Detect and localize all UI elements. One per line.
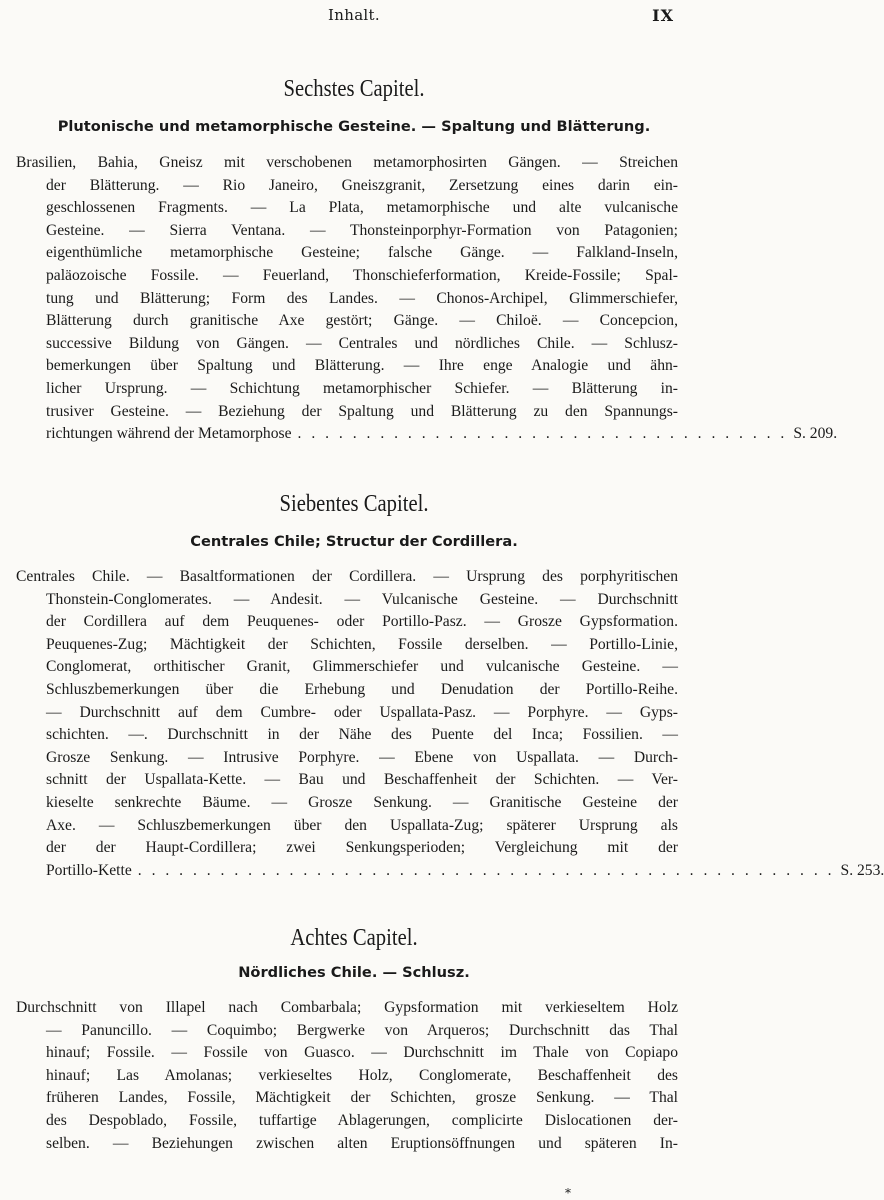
contents-line: Grosze Senkung. — Intrusive Porphyre. — Ebene von Uspallata. — Durch-	[46, 748, 678, 766]
footer-mark: *	[565, 1186, 571, 1200]
page-number: IX	[652, 6, 674, 25]
contents-line: des Despoblado, Fossile, tuffartige Ablagerungen, complicirte Dislocationen der-	[46, 1111, 678, 1129]
chapter-7-title: Siebentes Capitel.	[279, 491, 429, 517]
contents-line: licher Ursprung. — Schichtung metamorphischer Schiefer. — Blätterung in-	[46, 379, 678, 397]
contents-last-line	[16, 423, 838, 446]
chapter-6-contents	[16, 152, 838, 446]
contents-line: paläozoische Fossile. — Feuerland, Thonschieferformation, Kreide-Fossile; Spal-	[46, 266, 678, 284]
contents-line: richtungen während der Metamorphose	[46, 425, 292, 443]
page-reference: S. 253.	[840, 861, 884, 879]
contents-line: Portillo-Kette	[46, 861, 132, 879]
contents-line: trusiver Gesteine. — Beziehung der Spaltung und Blätterung zu den Spannungs-	[46, 402, 678, 420]
contents-line: Brasilien, Bahia, Gneisz mit verschobenen metamorphosirten Gängen. — Streichen	[16, 154, 678, 171]
contents-line: der der Haupt-Cordillera; zwei Senkungsperioden; Vergleichung mit der	[46, 839, 678, 857]
contents-line: tung und Blätterung; Form des Landes. — Chonos-Archipel, Glimmerschiefer,	[46, 289, 678, 307]
contents-line: der Cordillera auf dem Peuquenes- oder Portillo-Pasz. — Grosze Gypsformation.	[46, 613, 678, 631]
chapter-8-title: Achtes Capitel.	[290, 925, 418, 951]
contents-line: — Panuncillo. — Coquimbo; Bergwerke von Arqueros; Durchschnitt das Thal	[46, 1021, 678, 1039]
chapter-6-title: Sechstes Capitel.	[283, 76, 425, 102]
chapter-8-contents	[16, 997, 678, 1155]
chapter-7-contents	[16, 566, 884, 882]
contents-line: — Durchschnitt auf dem Cumbre- oder Uspallata-Pasz. — Porphyre. — Gyps-	[46, 703, 678, 721]
contents-line: Durchschnitt von Illapel nach Combarbala; Gypsformation mit verkieseltem Holz	[16, 999, 678, 1016]
contents-line: hinauf; Las Amolanas; verkieseltes Holz, Conglomerate, Beschaffenheit des	[46, 1066, 678, 1084]
contents-line: geschlossenen Fragments. — La Plata, metamorphische und alte vulcanische	[46, 199, 678, 217]
contents-line: eigenthümliche metamorphische Gesteine; falsche Gänge. — Falkland-Inseln,	[46, 244, 678, 262]
contents-line: successive Bildung von Gängen. — Centrales und nördliches Chile. — Schlusz-	[46, 334, 678, 352]
running-title: Inhalt.	[328, 6, 380, 24]
contents-last-line	[16, 860, 884, 883]
contents-line: kieselte senkrechte Bäume. — Grosze Senkung. — Granitische Gesteine der	[46, 793, 678, 811]
chapter-6-subtitle: Plutonische und metamorphische Gesteine. — Spaltung und Blätterung.	[57, 118, 651, 135]
contents-line: schichten. —. Durchschnitt in der Nähe des Puente del Inca; Fossilien. —	[46, 726, 678, 744]
leader-dots: . . . . . . . . . . . . . . . . . . . . . . . . . . . . . . . . . . . .	[297, 425, 788, 443]
contents-line: früheren Landes, Fossile, Mächtigkeit der Schichten, grosze Senkung. — Thal	[46, 1089, 678, 1107]
chapter-8-subtitle: Nördliches Chile. — Schlusz.	[238, 964, 470, 981]
contents-line: Axe. — Schluszbemerkungen über den Uspallata-Zug; späterer Ursprung als	[46, 816, 678, 834]
leader-dots: . . . . . . . . . . . . . . . . . . . . . . . . . . . . . . . . . . . . . . . . . . . . . . . . . . .	[137, 861, 835, 879]
contents-line: Thonstein-Conglomerates. — Andesit. — Vulcanische Gesteine. — Durchschnitt	[46, 590, 678, 608]
contents-line: Centrales Chile. — Basaltformationen der Cordillera. — Ursprung des porphyritischen	[16, 568, 678, 585]
contents-line: Schluszbemerkungen über die Erhebung und Denudation der Portillo-Reihe.	[46, 680, 678, 698]
contents-line: der Blätterung. — Rio Janeiro, Gneiszgranit, Zersetzung eines darin ein-	[46, 176, 678, 194]
contents-line: hinauf; Fossile. — Fossile von Guasco. — Durchschnitt im Thale von Copiapo	[46, 1044, 678, 1062]
contents-line: schnitt der Uspallata-Kette. — Bau und Beschaffenheit der Schichten. — Ver-	[46, 771, 678, 789]
contents-line: Conglomerat, orthitischer Granit, Glimmerschiefer und vulcanische Gesteine. —	[46, 658, 678, 676]
page-header	[0, 6, 708, 32]
contents-line: bemerkungen über Spaltung und Blätterung. — Ihre enge Analogie und ähn-	[46, 357, 678, 375]
chapter-7-subtitle: Centrales Chile; Structur der Cordillera.	[190, 533, 518, 550]
page-reference: S. 209.	[793, 425, 838, 443]
contents-line: Gesteine. — Sierra Ventana. — Thonsteinporphyr-Formation von Patagonien;	[46, 221, 678, 239]
contents-line: Peuquenes-Zug; Mächtigkeit der Schichten, Fossile derselben. — Portillo-Linie,	[46, 635, 678, 653]
contents-line: Blätterung durch granitische Axe gestört; Gänge. — Chiloë. — Concepcion,	[46, 312, 678, 330]
contents-line: selben. — Beziehungen zwischen alten Eruptionsöffnungen und späteren In-	[46, 1134, 678, 1152]
